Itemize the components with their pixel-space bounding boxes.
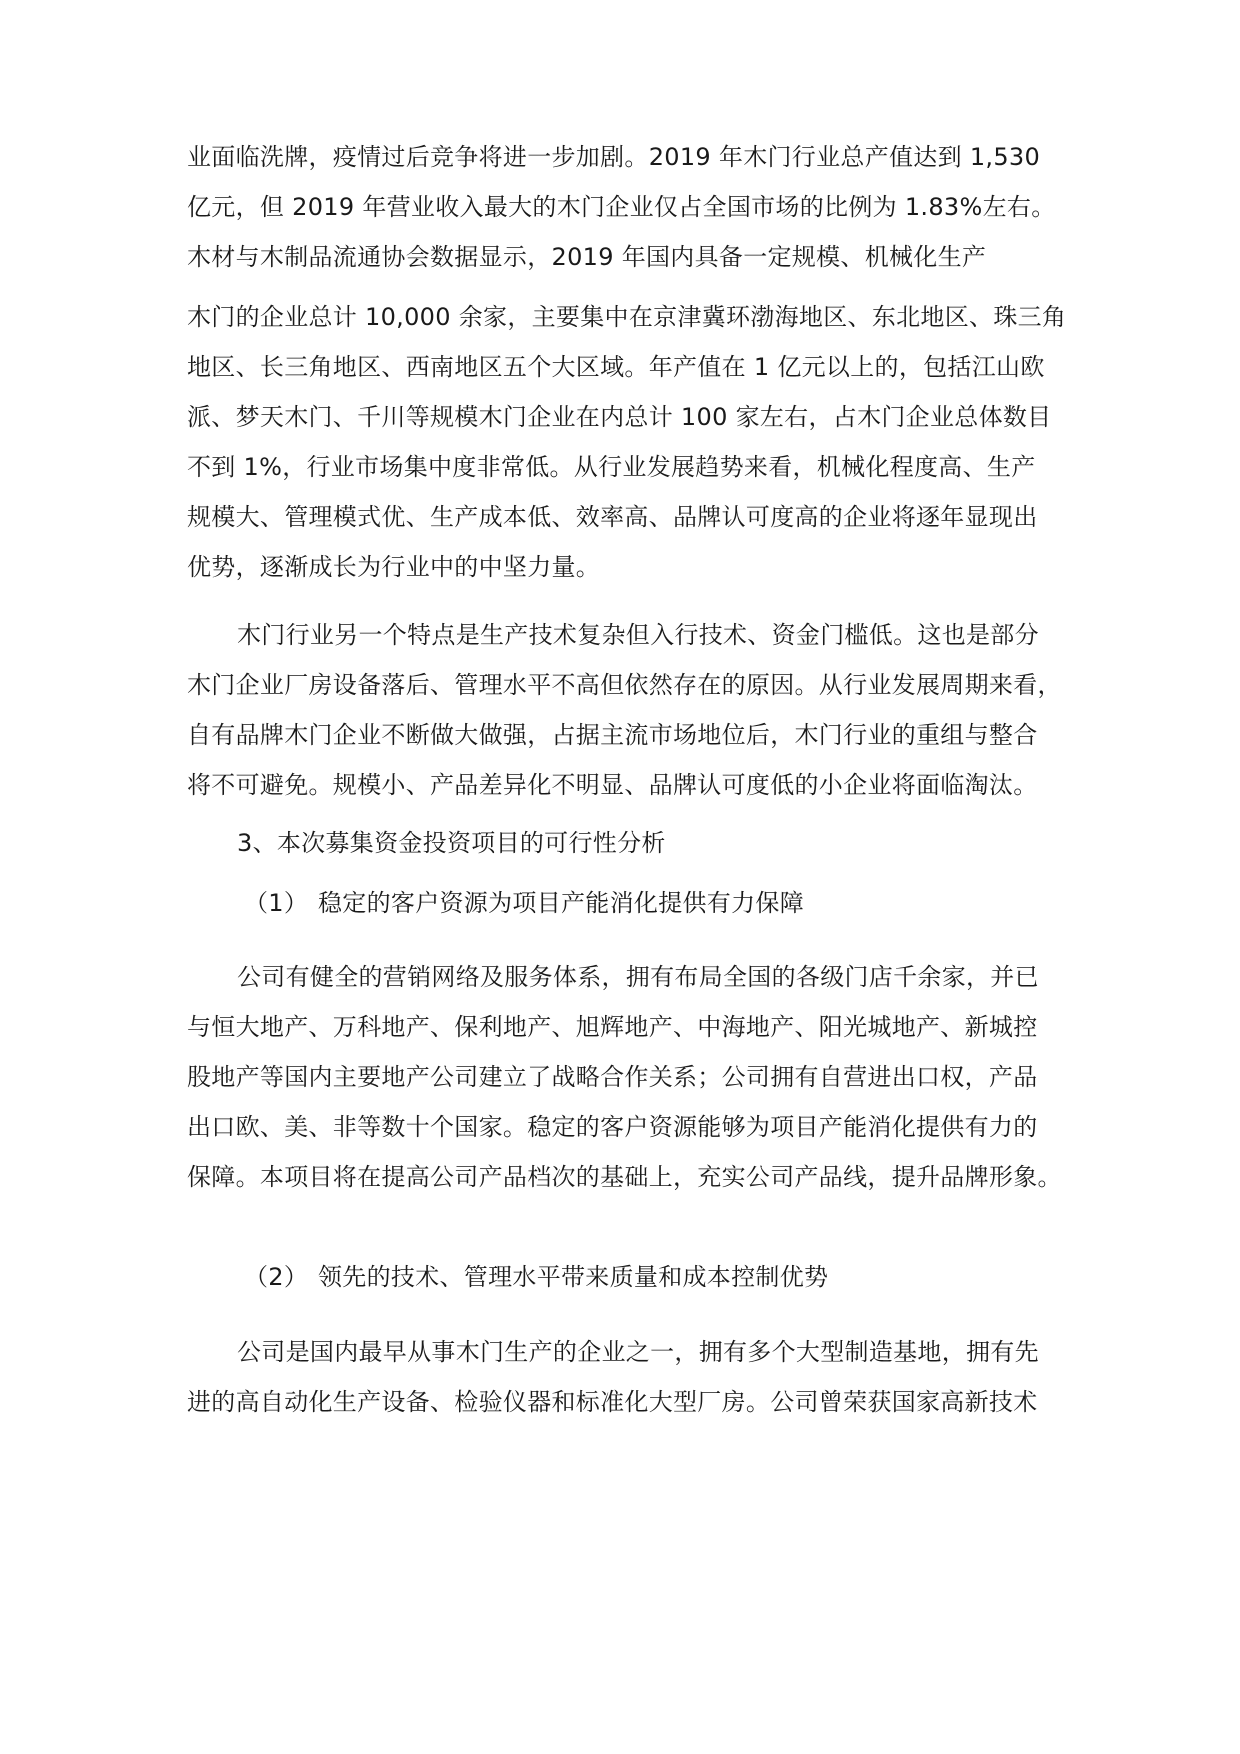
paragraph-4-line-4: 出口欧、美、非等数十个国家。稳定的客户资源能够为项目产能消化提供有力的 — [187, 1113, 1038, 1141]
paragraph-3-line-4: 将不可避免。规模小、产品差异化不明显、品牌认可度低的小企业将面临淘汰。 — [187, 771, 1038, 799]
section-3-title: 3、本次募集资金投资项目的可行性分析 — [237, 829, 666, 857]
paragraph-5-line-1: 公司是国内最早从事木门生产的企业之一，拥有多个大型制造基地，拥有先 — [237, 1338, 1039, 1366]
paragraph-5-line-2: 进的高自动化生产设备、检验仪器和标准化大型厂房。公司曾荣获国家高新技术 — [187, 1388, 1038, 1416]
paragraph-2-line-5: 规模大、管理模式优、生产成本低、效率高、品牌认可度高的企业将逐年显现出 — [187, 503, 1038, 531]
subsection-2-title: 领先的技术、管理水平带来质量和成本控制优势 — [318, 1263, 829, 1291]
paragraph-1-line-2: 亿元，但 2019 年营业收入最大的木门企业仅占全国市场的比例为 1.83%左右。 — [187, 193, 1056, 221]
paragraph-3-line-2: 木门企业厂房设备落后、管理水平不高但依然存在的原因。从行业发展周期来看， — [187, 671, 1062, 699]
paragraph-2-line-2: 地区、长三角地区、西南地区五个大区域。年产值在 1 亿元以上的，包括江山欧 — [187, 353, 1045, 381]
paragraph-1-line-3: 木材与木制品流通协会数据显示，2019 年国内具备一定规模、机械化生产 — [187, 243, 987, 271]
paragraph-4-line-2: 与恒大地产、万科地产、保利地产、旭辉地产、中海地产、阳光城地产、新城控 — [187, 1013, 1038, 1041]
paragraph-2-line-4: 不到 1%，行业市场集中度非常低。从行业发展趋势来看，机械化程度高、生产 — [187, 453, 1036, 481]
paragraph-4-line-1: 公司有健全的营销网络及服务体系，拥有布局全国的各级门店千余家，并已 — [237, 963, 1039, 991]
subsection-1-number: （1） — [244, 889, 309, 917]
paragraph-4-line-3: 股地产等国内主要地产公司建立了战略合作关系；公司拥有自营进出口权，产品 — [187, 1063, 1038, 1091]
paragraph-3-line-1: 木门行业另一个特点是生产技术复杂但入行技术、资金门槛低。这也是部分 — [237, 621, 1039, 649]
paragraph-1-line-1: 业面临洗牌，疫情过后竞争将进一步加剧。2019 年木门行业总产值达到 1,530 — [187, 143, 1041, 171]
paragraph-3-line-3: 自有品牌木门企业不断做大做强，占据主流市场地位后，木门行业的重组与整合 — [187, 721, 1038, 749]
subsection-1-title: 稳定的客户资源为项目产能消化提供有力保障 — [318, 889, 804, 917]
paragraph-2-line-3: 派、梦天木门、千川等规模木门企业在内总计 100 家左右，占木门企业总体数目 — [187, 403, 1052, 431]
paragraph-2-line-6: 优势，逐渐成长为行业中的中坚力量。 — [187, 553, 601, 581]
paragraph-2-line-1: 木门的企业总计 10,000 余家，主要集中在京津冀环渤海地区、东北地区、珠三角 — [187, 303, 1067, 331]
paragraph-4-line-5: 保障。本项目将在提高公司产品档次的基础上，充实公司产品线，提升品牌形象。 — [187, 1163, 1062, 1191]
subsection-2-number: （2） — [244, 1263, 309, 1291]
